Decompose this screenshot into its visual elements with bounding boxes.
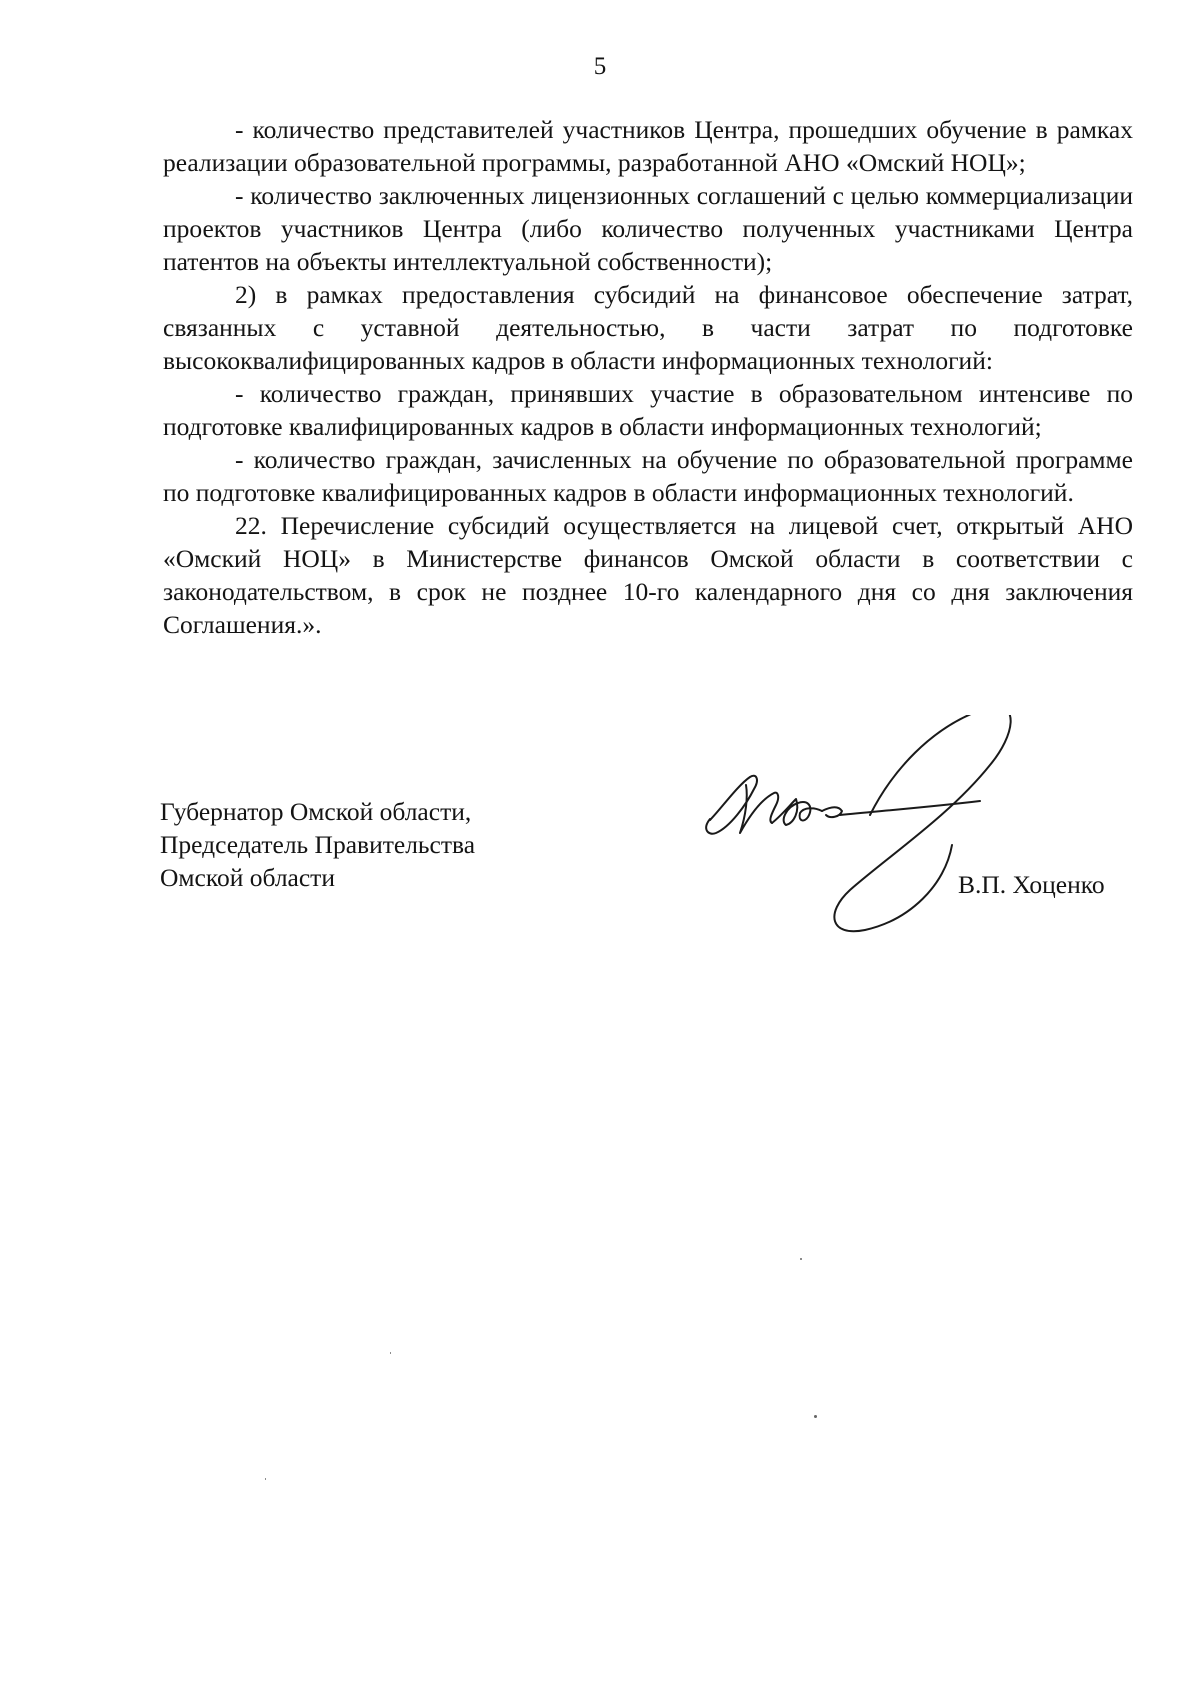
document-body	[163, 113, 1133, 641]
scan-speck	[800, 1258, 802, 1260]
paragraph-license-agreements: - количество заключенных лицензионных соглашений с целью коммерциализации проектов участников Центра (либо количество полученных участниками Центра патентов на объекты интеллектуальной собственности);	[163, 181, 1133, 276]
paragraph-trained-representatives: - количество представителей участников Центра, прошедших обучение в рамках реализации образовательной программы, разработанной АНО «Омский НОЦ»;	[163, 115, 1133, 177]
signatory-name: В.П. Хоценко	[958, 870, 1105, 899]
paragraph-intensive-participants: - количество граждан, принявших участие в образовательном интенсиве по подготовке квалифицированных кадров в области информационных технологий;	[163, 379, 1133, 441]
scan-speck	[390, 1352, 391, 1354]
signatory-title-line: Омской области	[160, 863, 335, 892]
paragraph-subsidy-it-training: 2) в рамках предоставления субсидий на финансовое обеспечение затрат, связанных с уставной деятельностью, в части затрат по подготовке высококвалифицированных кадров в области информационных технологий:	[163, 280, 1133, 375]
signatory-title-line: Губернатор Омской области,	[160, 797, 472, 826]
scan-speck	[265, 1478, 266, 1480]
signatory-title-line: Председатель Правительства	[160, 830, 476, 859]
scan-speck	[814, 1415, 817, 1418]
paragraph-subsidy-transfer: 22. Перечисление субсидий осуществляется на лицевой счет, открытый АНО «Омский НОЦ» в Министерстве финансов Омской области в соответствии с законодательством, в срок не позднее 10-го календарного дня со дня заключения Соглашения.».	[163, 511, 1133, 639]
page-number: 5	[593, 53, 607, 80]
handwritten-signature	[690, 715, 1090, 965]
signatory-title	[160, 795, 475, 894]
paragraph-enrolled-citizens: - количество граждан, зачисленных на обучение по образовательной программе по подготовке квалифицированных кадров в области информационных технологий.	[163, 445, 1133, 507]
